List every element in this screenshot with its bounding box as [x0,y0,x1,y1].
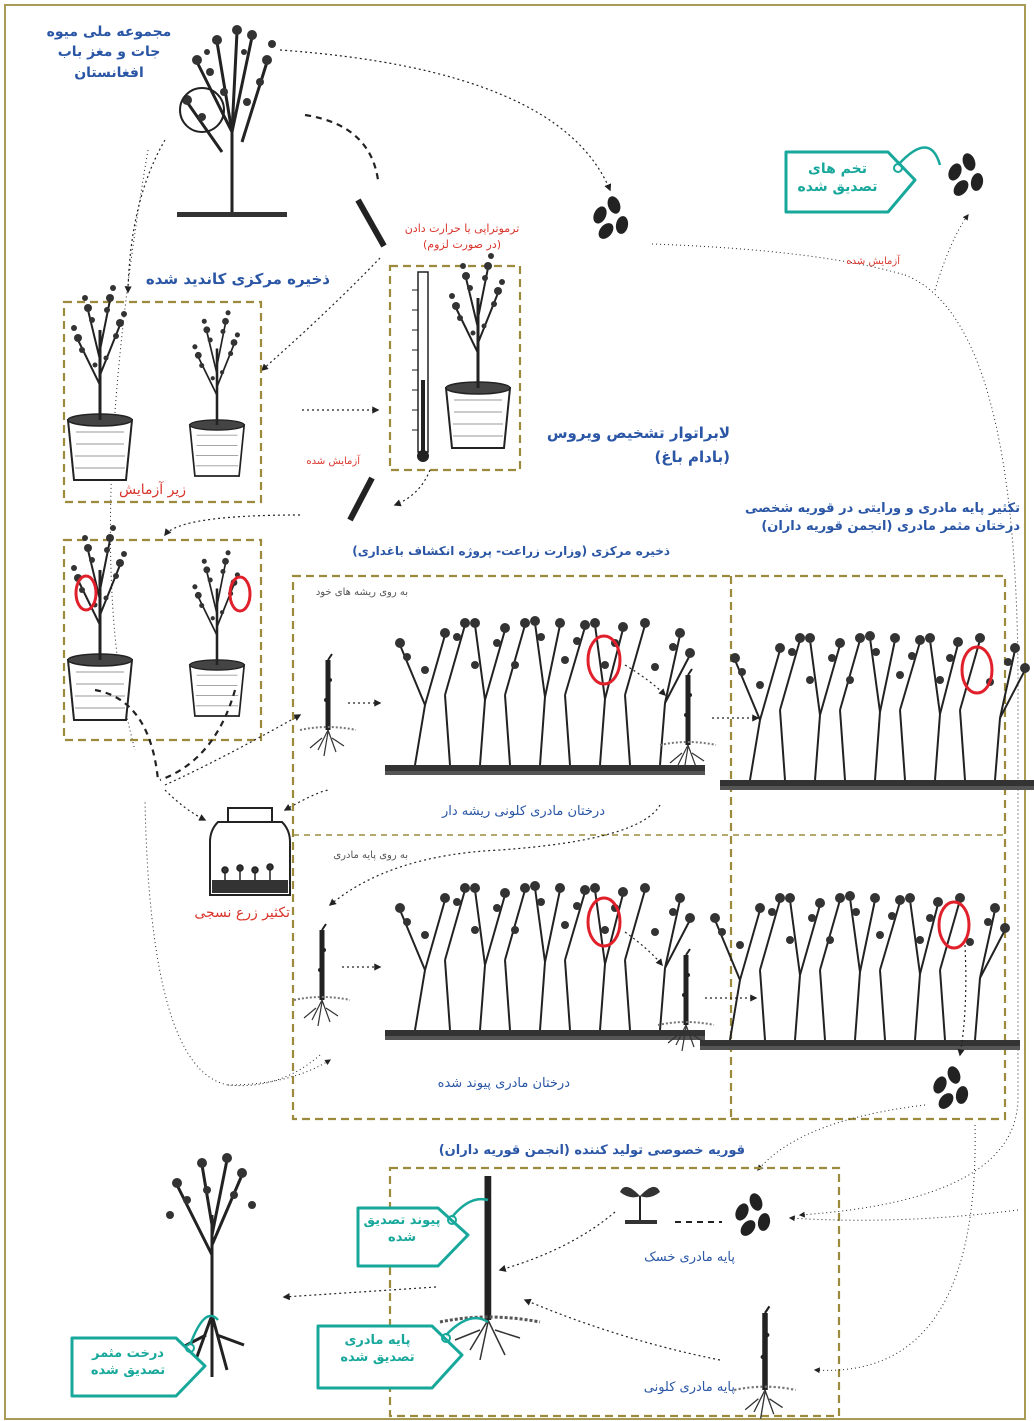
grafted-nursery-tree [440,1176,540,1360]
seedling [620,1187,660,1224]
thermotherapy-label: ترموتراپی یا حرارت دادن [404,222,520,235]
national-collection-label: مجموعه ملی میوه جات و مغز باب افغانستان [46,24,172,81]
tissue-culture-jar [210,808,290,895]
seeds-from-mothers [931,1064,970,1111]
clonal-rootstock-cutting [734,1306,796,1418]
on-rootstock-label: به روی پایه مادری [333,850,408,861]
thermotherapy-note: (در صورت لزوم) [422,238,502,251]
seeds-nursery [733,1191,772,1238]
certified-seeds-tag: تخم های تصدیق شده [797,161,878,196]
certified-rootstock-tag: پایه مادری تصدیق شده [340,1333,415,1365]
certified-tree-tag: درخت مثمر تصدیق شده [90,1346,166,1378]
producer-nursery-label: قوریه خصوصی تولید کننده (انجمن قوریه داران) [438,1143,745,1158]
tested-cutting [350,478,372,520]
central-store-label: ذخیره مرکزی (وزارت زراعت- پروژه انکشاف باغداری) [352,544,670,558]
tissue-culture-label: تکثیر زرع نسجی [194,905,290,921]
virus-lab-label: لابراتوار تشخیص ویروس [546,424,730,442]
tested-label-left: آزمایش شده [306,456,360,467]
clonal-rootstock-label: پایه مادری کلونی [643,1380,735,1395]
seedling-rootstock-label: پایه مادری خسک [644,1250,735,1265]
virus-lab-sublabel: (بادام باغ) [654,448,730,466]
mother-nursery-label: تکثیر پایه مادری و ورایتی در قوریه شخصی درختان مثمر مادری (انجمن قوریه داران) [745,501,1020,535]
thermometer [412,272,429,462]
on-own-roots-label: به روی ریشه های خود [315,587,408,598]
producer-nursery-box [390,1168,839,1416]
clonal-rooted-mothers-label: درختان مادری کلونی ریشه دار [441,804,605,819]
mother-tree-illustration [177,25,287,217]
grafted-mothers-label: درختان مادری پیوند شده [437,1076,570,1091]
tested-label-right: آزمایش شده [846,256,900,267]
seeds-top [591,194,630,241]
candidate-store-label: ذخیره مرکزی کاندید شده [145,270,330,288]
under-test-label: زیر آزمایش [119,482,186,498]
certified-graft-tag: پیوند تصدیق شده [363,1213,441,1245]
seeds-certified [946,151,985,198]
